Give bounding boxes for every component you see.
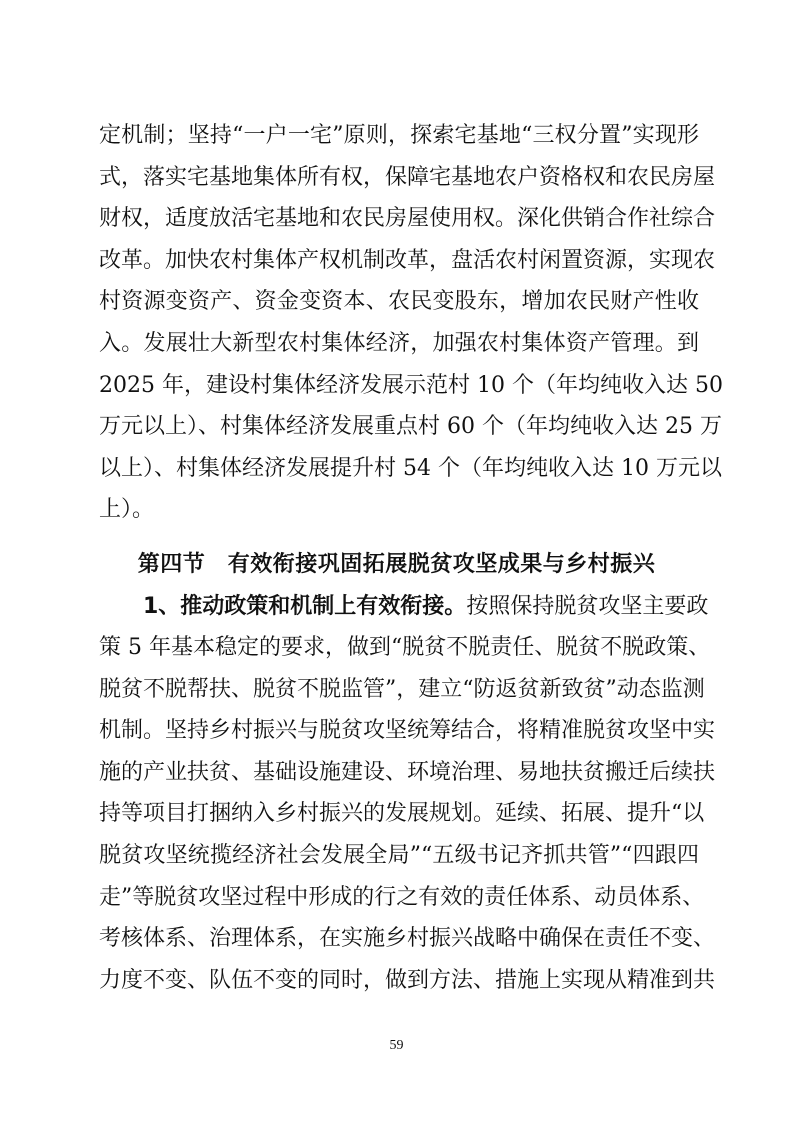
paragraph-line: 以上）、村集体经济发展提升村 54 个（年均纯收入达 10 万元以 (99, 456, 722, 481)
paragraph-line: 走”等脱贫攻坚过程中形成的行之有效的责任体系、动员体系、 (99, 885, 705, 910)
paragraph-lead: 1、推动政策和机制上有效衔接。 (143, 594, 467, 619)
paragraph-line: 考核体系、治理体系，在实施乡村振兴战略中确保在责任不变、 (99, 926, 716, 951)
paragraph-first-line-rest: 按照保持脱贫攻坚主要政 (466, 594, 709, 619)
paragraph-line: 力度不变、队伍不变的同时，做到方法、措施上实现从精准到共 (99, 968, 716, 993)
paragraph-line: 施的产业扶贫、基础设施建设、环境治理、易地扶贫搬迁后续扶 (99, 760, 716, 785)
paragraph-line: 持等项目打捆纳入乡村振兴的发展规划。延续、拓展、提升“以 (99, 801, 705, 826)
section-heading: 第四节 有效衔接巩固拓展脱贫攻坚成果与乡村振兴 (137, 552, 656, 577)
paragraph-line: 定机制；坚持“一户一宅”原则，探索宅基地“三权分置”实现形 (99, 123, 699, 148)
paragraph-line: 2025 年，建设村集体经济发展示范村 10 个（年均纯收入达 50 (99, 373, 723, 398)
paragraph-line: 入。发展壮大新型农村集体经济，加强农村集体资产管理。到 (99, 331, 699, 356)
paragraph-line: 策 5 年基本稳定的要求，做到“脱贫不脱责任、脱贫不脱政策、 (99, 635, 711, 660)
paragraph-line: 脱贫不脱帮扶、脱贫不脱监管”，建立“防返贫新致贫”动态监测 (99, 677, 705, 702)
paragraph-line: 上）。 (99, 497, 155, 522)
paragraph-first-line (143, 593, 709, 621)
paragraph-line: 脱贫攻坚统揽经济社会发展全局”“五级书记齐抓共管”“四跟四 (99, 843, 699, 868)
paragraph-line: 村资源变资产、资金变资本、农民变股东，增加农民财产性收 (99, 289, 699, 314)
paragraph-line: 式，落实宅基地集体所有权，保障宅基地农户资格权和农民房屋 (99, 165, 716, 190)
paragraph-line: 万元以上）、村集体经济发展重点村 60 个（年均纯收入达 25 万 (99, 414, 722, 439)
paragraph-line: 机制。坚持乡村振兴与脱贫攻坚统筹结合，将精准脱贫攻坚中实 (99, 718, 716, 743)
paragraph-line: 财权，适度放活宅基地和农民房屋使用权。深化供销合作社综合 (99, 206, 716, 231)
paragraph-line: 改革。加快农村集体产权机制改革，盘活农村闲置资源，实现农 (99, 248, 716, 273)
page-number: 59 (389, 1038, 404, 1053)
